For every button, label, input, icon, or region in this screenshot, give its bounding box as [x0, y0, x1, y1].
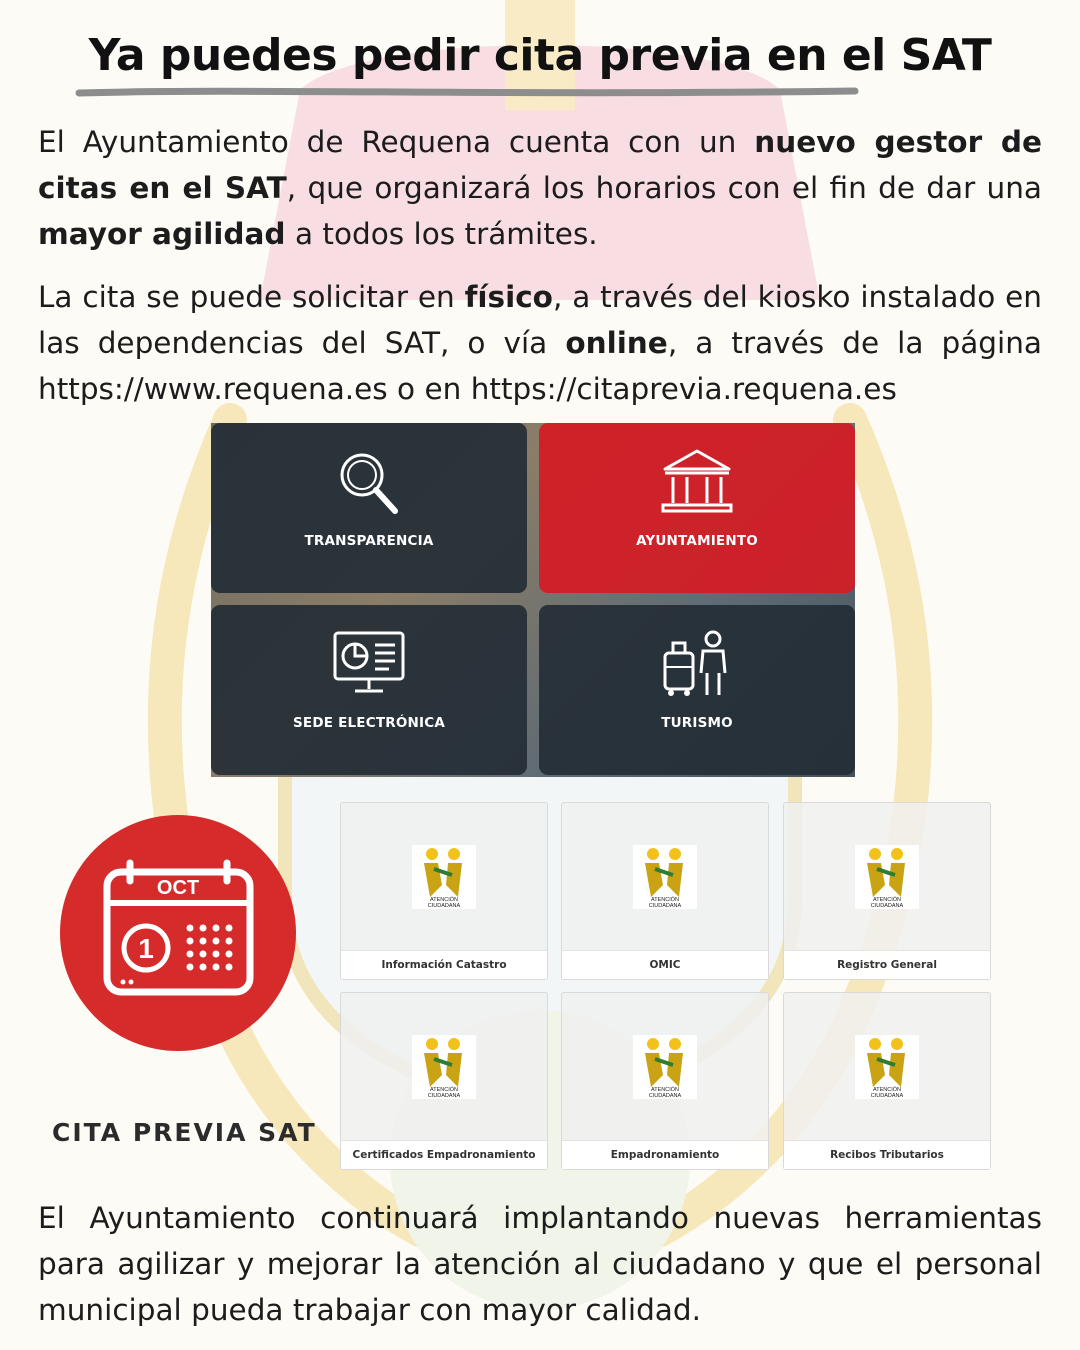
svg-text:ATENCIÓN: ATENCIÓN [429, 1087, 459, 1093]
computer-chart-icon [329, 627, 409, 701]
svg-text:ATENCIÓN: ATENCIÓN [429, 897, 459, 903]
closing-paragraph: El Ayuntamiento continuará implantando nuevas herramientas para agilizar y mejorar la atención al ciudadano y que el personal municipal pueda trabajar con mayor calidad. [38, 1201, 1042, 1327]
tile-label: AYUNTAMIENTO [636, 533, 758, 549]
page-title: Ya puedes pedir cita previa en el SAT [88, 30, 992, 81]
tile-label: SEDE ELECTRÓNICA [293, 715, 445, 731]
svg-text:CIUDADANA: CIUDADANA [870, 1093, 904, 1099]
service-label: Registro General [784, 950, 990, 979]
service-card-recibos-tributarios[interactable] [783, 992, 991, 1170]
tile-turismo[interactable] [539, 605, 855, 775]
magnifier-icon [329, 445, 409, 519]
service-label: Certificados Empadronamiento [341, 1140, 547, 1169]
intro-paragraph: El Ayuntamiento de Requena cuenta con un nuevo gestor de citas en el SAT, que organizará los horarios con el fin de dar una mayor agilidad a todos los trámites. [38, 125, 1042, 251]
service-card-registro-general[interactable] [783, 802, 991, 980]
cita-previa-caption: CITA PREVIA SAT [52, 1118, 317, 1147]
title-underline [75, 84, 860, 100]
citizen-service-icon [633, 845, 697, 909]
traveler-luggage-icon [657, 627, 737, 701]
service-label: OMIC [562, 950, 768, 979]
service-label: Empadronamiento [562, 1140, 768, 1169]
citizen-service-icon [412, 1035, 476, 1099]
svg-text:CIUDADANA: CIUDADANA [427, 903, 461, 909]
calendar-day: 1 [138, 933, 154, 964]
svg-text:CIUDADANA: CIUDADANA [870, 903, 904, 909]
tile-ayuntamiento[interactable] [539, 423, 855, 593]
service-card-omic[interactable] [561, 802, 769, 980]
how-to-paragraph: La cita se puede solicitar en físico, a través del kiosko instalado en las dependencias del SAT, o vía online, a través de la página https://www.requena.es o en https://citaprevia.requena.es [38, 280, 1042, 406]
svg-text:ATENCIÓN: ATENCIÓN [872, 1087, 902, 1093]
service-label: Información Catastro [341, 950, 547, 979]
calendar-badge [60, 815, 296, 1051]
citizen-service-icon [855, 845, 919, 909]
tile-label: TURISMO [661, 715, 733, 731]
svg-text:ATENCIÓN: ATENCIÓN [650, 897, 680, 903]
svg-text:ATENCIÓN: ATENCIÓN [872, 897, 902, 903]
town-hall-icon [657, 445, 737, 519]
service-card-certificados-empadronamiento[interactable] [340, 992, 548, 1170]
citizen-service-icon [412, 845, 476, 909]
citizen-service-icon [633, 1035, 697, 1099]
tile-transparencia[interactable] [211, 423, 527, 593]
svg-text:CIUDADANA: CIUDADANA [427, 1093, 461, 1099]
service-label: Recibos Tributarios [784, 1140, 990, 1169]
website-tiles [211, 423, 855, 777]
svg-text:CIUDADANA: CIUDADANA [648, 903, 682, 909]
svg-text:ATENCIÓN: ATENCIÓN [650, 1087, 680, 1093]
service-card-empadronamiento[interactable] [561, 992, 769, 1170]
tile-label: TRANSPARENCIA [304, 533, 434, 549]
calendar-month: OCT [156, 877, 200, 899]
service-card-informacion-catastro[interactable] [340, 802, 548, 980]
citizen-service-icon [855, 1035, 919, 1099]
tile-sede-electronica[interactable] [211, 605, 527, 775]
svg-text:CIUDADANA: CIUDADANA [648, 1093, 682, 1099]
calendar-icon [60, 815, 296, 1051]
